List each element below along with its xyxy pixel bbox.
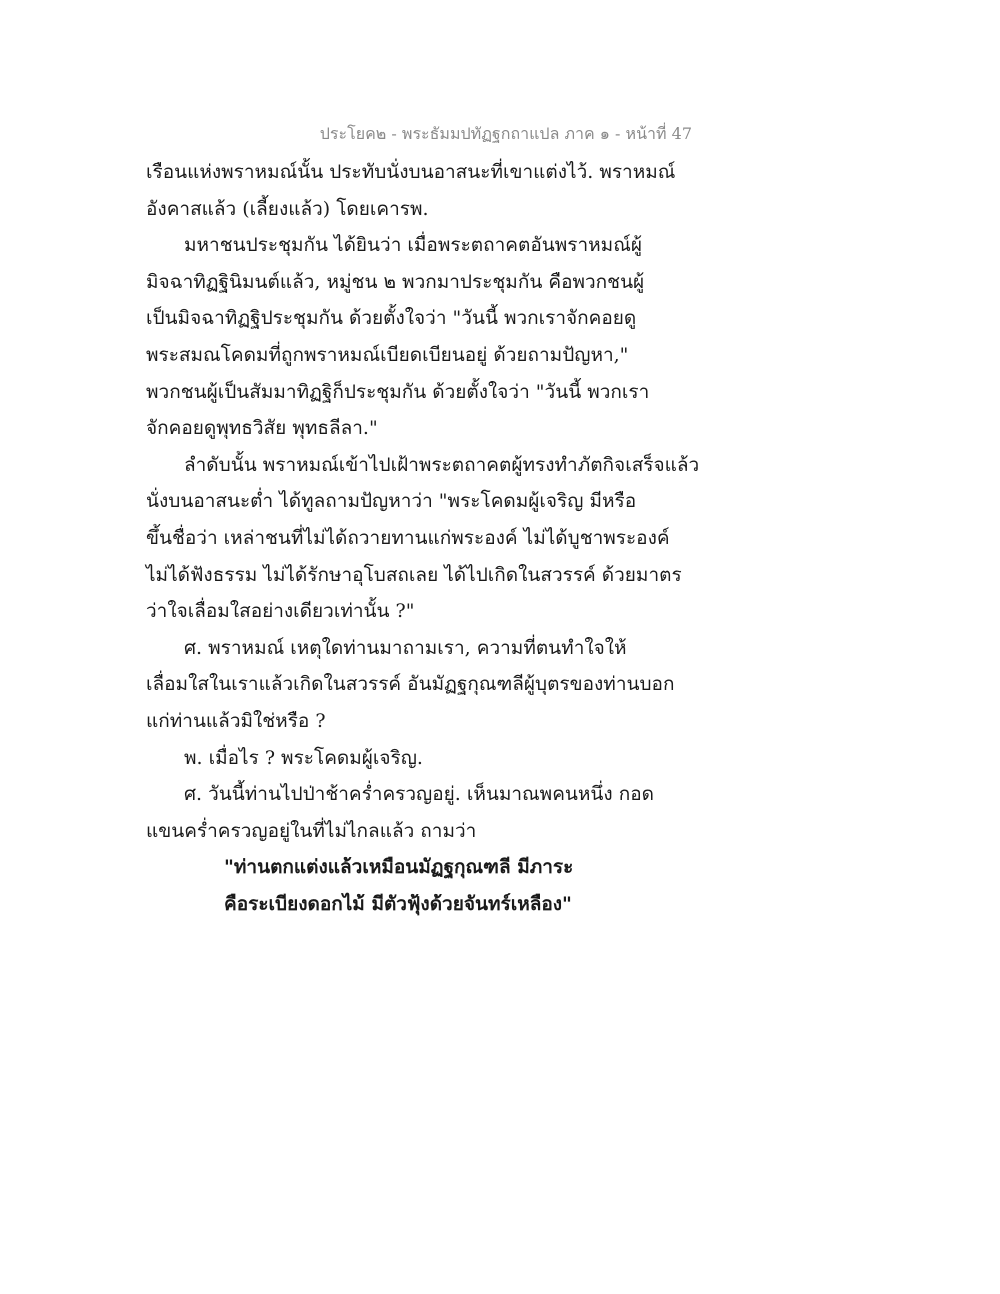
paragraph-start-line: ลำดับนั้น พราหมณ์เข้าไปเฝ้าพระตถาคตผู้ทรงทำภัตกิจเสร็จแล้ว — [184, 453, 700, 476]
text-line: เป็นมิจฉาทิฏฐิประชุมกัน ด้วยตั้งใจว่า "วันนี้ พวกเราจักคอยดู — [146, 307, 637, 330]
text-line: พวกชนผู้เป็นสัมมาทิฏฐิก็ประชุมกัน ด้วยตั้งใจว่า "วันนี้ พวกเรา — [146, 380, 650, 403]
text-line: อังคาสแล้ว (เลี้ยงแล้ว) โดยเคารพ. — [146, 197, 429, 220]
paragraph-start-line: พ. เมื่อไร ? พระโคดมผู้เจริญ. — [184, 746, 423, 769]
text-line: เรือนแห่งพราหมณ์นั้น ประทับนั่งบนอาสนะที่เขาแต่งไว้. พราหมณ์ — [146, 161, 676, 183]
text-line: นั่งบนอาสนะต่ำ ได้ทูลถามปัญหาว่า "พระโคดมผู้เจริญ มีหรือ — [146, 490, 637, 513]
text-line: เลื่อมใสในเราแล้วเกิดในสวรรค์ อันมัฏฐกุณฑลีผู้บุตรของท่านบอก — [146, 673, 675, 696]
paragraph-start-line: ศ. พราหมณ์ เหตุใดท่านมาถามเรา, ความที่ตนทำใจให้ — [184, 636, 627, 659]
text-line: พระสมณโคดมที่ถูกพราหมณ์เบียดเบียนอยู่ ด้วยถามปัญหา," — [146, 343, 629, 366]
body-text — [146, 154, 706, 922]
text-line: ไม่ได้ฟังธรรม ไม่ได้รักษาอุโบสถเลย ได้ไปเกิดในสวรรค์ ด้วยมาตร — [146, 563, 682, 586]
page-header: ประโยค๒ - พระธัมมปทัฏฐกถาแปล ภาค ๑ - หน้าที่ 47 — [319, 124, 692, 143]
text-line: มิจฉาทิฏฐินิมนต์แล้ว, หมู่ชน ๒ พวกมาประชุมกัน คือพวกชนผู้ — [146, 270, 645, 293]
text-line: จักคอยดูพุทธวิสัย พุทธลีลา." — [146, 417, 378, 440]
paragraph-start-line: มหาชนประชุมกัน ได้ยินว่า เมื่อพระตถาคตอันพราหมณ์ผู้ — [184, 234, 642, 257]
text-line: ว่าใจเลื่อมใสอย่างเดียวเท่านั้น ?" — [146, 600, 415, 623]
verse-line: "ท่านตกแต่งแล้วเหมือนมัฏฐกุณฑลี มีภาระ — [224, 856, 574, 879]
text-line: ขึ้นชื่อว่า เหล่าชนที่ไม่ได้ถวายทานแก่พระองค์ ไม่ได้บูชาพระองค์ — [146, 526, 670, 549]
verse-line: คือระเบียงดอกไม้ มีตัวฟุ้งด้วยจันทร์เหลือง" — [224, 892, 572, 915]
text-line: แก่ท่านแล้วมิใช่หรือ ? — [146, 709, 326, 732]
text-line: แขนคร่ำครวญอยู่ในที่ไม่ไกลแล้ว ถามว่า — [146, 819, 477, 842]
paragraph-start-line: ศ. วันนี้ท่านไปป่าช้าคร่ำครวญอยู่. เห็นมาณพคนหนึ่ง กอด — [184, 783, 654, 806]
